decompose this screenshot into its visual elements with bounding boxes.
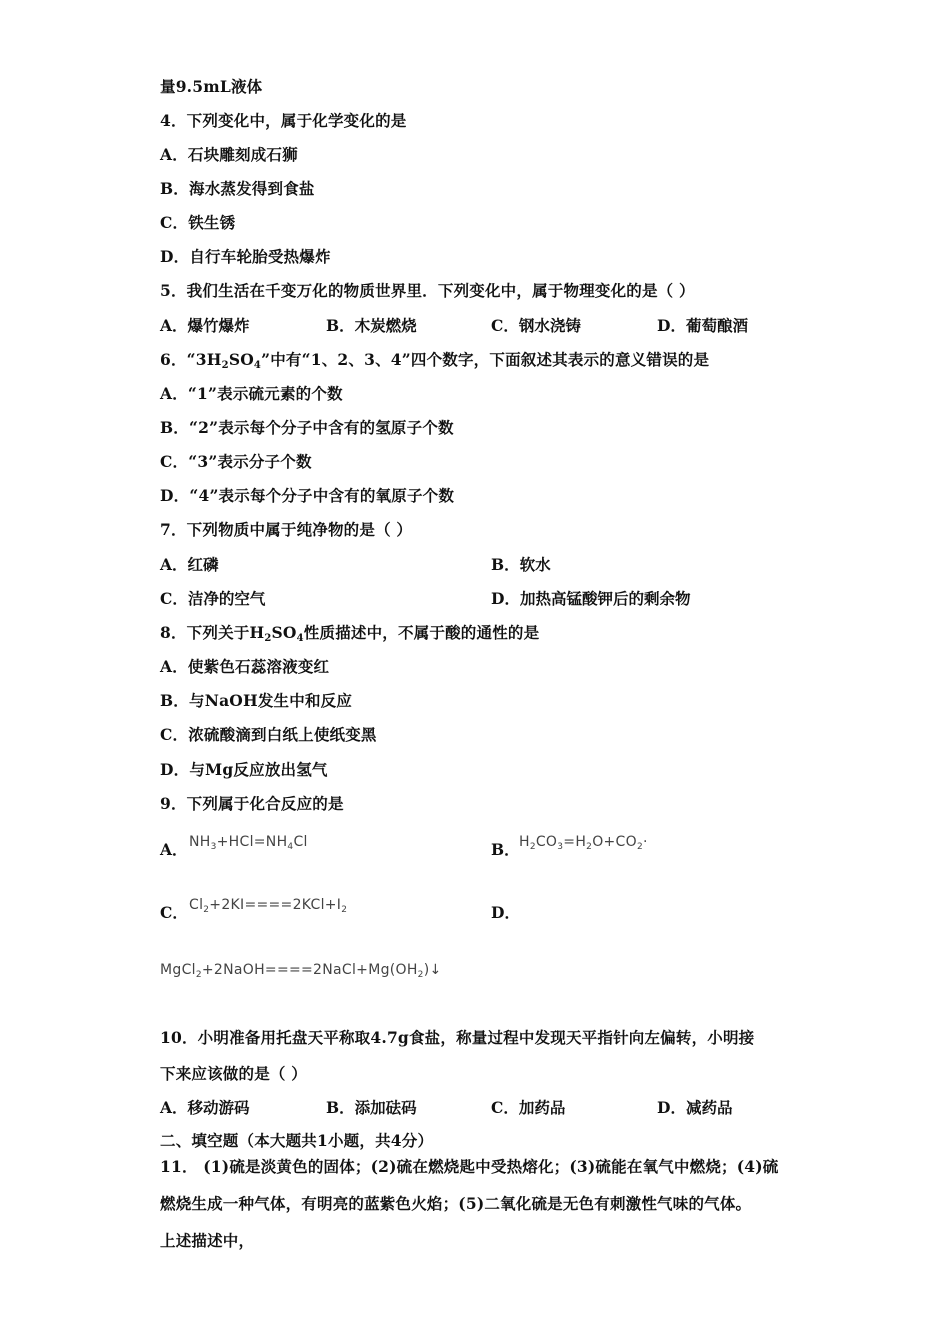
question-9: 9．下列属于化合反应的是 bbox=[160, 794, 344, 813]
option-6d: D．“4”表示每个分子中含有的氧原子个数 bbox=[160, 486, 455, 505]
formula-9c bbox=[189, 897, 347, 915]
formula-9d bbox=[160, 962, 442, 980]
formula-subscript: 2 bbox=[586, 842, 593, 852]
option-4a: A．石块雕刻成石狮 bbox=[160, 145, 298, 164]
question-4: 4．下列变化中，属于化学变化的是 bbox=[160, 111, 407, 130]
option-7d: D．加热高锰酸钾后的剩余物 bbox=[491, 589, 691, 608]
formula-part: MgCl bbox=[160, 962, 196, 978]
option-4c: C．铁生锈 bbox=[160, 213, 236, 232]
option-9c-label: C． bbox=[160, 903, 188, 922]
formula-subscript: 2 bbox=[341, 905, 348, 915]
q8-text-pre: 8．下列关于H bbox=[160, 623, 265, 642]
formula-subscript: 2 bbox=[203, 905, 210, 915]
option-4d: D．自行车轮胎受热爆炸 bbox=[160, 247, 331, 266]
option-6a: A．“1”表示硫元素的个数 bbox=[160, 384, 343, 403]
formula-part: Cl bbox=[189, 897, 204, 913]
option-5d: D．葡萄酿酒 bbox=[657, 316, 748, 335]
formula-part: )↓ bbox=[423, 962, 442, 978]
formula-subscript: 2 bbox=[636, 842, 643, 852]
option-7b: B．软水 bbox=[491, 555, 551, 574]
q8-subscript-1: 2 bbox=[264, 633, 272, 644]
formula-part: O+CO bbox=[592, 834, 637, 850]
option-9a-label: A． bbox=[160, 840, 188, 859]
question-11-line-1: 11． (1)硫是淡黄色的固体；(2)硫在燃烧匙中受热熔化；(3)硫能在氧气中燃烧；(4)硫 bbox=[160, 1157, 779, 1176]
q6-text-pre: 6．“3H bbox=[160, 350, 222, 369]
question-8 bbox=[160, 623, 539, 649]
formula-part: CO bbox=[535, 834, 558, 850]
formula-part: +HCl=NH bbox=[216, 834, 288, 850]
formula-subscript: 4 bbox=[287, 842, 294, 852]
formula-subscript: 2 bbox=[417, 970, 424, 980]
question-10-line-2: 下来应该做的是（ ） bbox=[160, 1064, 307, 1083]
question-5: 5．我们生活在千变万化的物质世界里．下列变化中，属于物理变化的是（ ） bbox=[160, 281, 695, 300]
q6-subscript-1: 2 bbox=[221, 360, 229, 371]
q6-text-post: ”中有“1、2、3、4”四个数字，下面叙述其表示的意义错误的是 bbox=[261, 350, 710, 369]
formula-part: =H bbox=[563, 834, 587, 850]
question-10-line-1: 10．小明准备用托盘天平称取4.7g食盐，称量过程中发现天平指针向左偏转，小明接 bbox=[160, 1028, 755, 1047]
option-10a: A．移动游码 bbox=[160, 1098, 250, 1117]
section-heading: 二、填空题（本大题共1小题，共4分） bbox=[160, 1131, 434, 1150]
formula-part: H bbox=[519, 834, 530, 850]
option-9b-label: B． bbox=[491, 840, 520, 859]
option-8c: C．浓硫酸滴到白纸上使纸变黑 bbox=[160, 725, 377, 744]
formula-part: +2NaOH====2NaCl+Mg(OH bbox=[201, 962, 418, 978]
option-10d: D．减药品 bbox=[657, 1098, 733, 1117]
formula-part: Cl bbox=[293, 834, 308, 850]
q8-subscript-2: 4 bbox=[296, 633, 304, 644]
q8-text-mid: SO bbox=[271, 623, 297, 642]
option-6c: C．“3”表示分子个数 bbox=[160, 452, 312, 471]
question-7: 7．下列物质中属于纯净物的是（ ） bbox=[160, 520, 413, 539]
option-8b: B．与NaOH发生中和反应 bbox=[160, 691, 353, 710]
q6-text-mid: SO bbox=[228, 350, 254, 369]
option-8a: A．使紫色石蕊溶液变红 bbox=[160, 657, 330, 676]
formula-subscript: 2 bbox=[529, 842, 536, 852]
option-4b: B．海水蒸发得到食盐 bbox=[160, 179, 315, 198]
option-10c: C．加药品 bbox=[491, 1098, 566, 1117]
formula-subscript: 3 bbox=[210, 842, 217, 852]
formula-part: NH bbox=[189, 834, 211, 850]
formula-part: +2KI====2KCl+I bbox=[209, 897, 342, 913]
question-11-line-3: 上述描述中， bbox=[160, 1231, 255, 1250]
text-line: 量9.5mL液体 bbox=[160, 77, 263, 96]
option-6b: B．“2”表示每个分子中含有的氢原子个数 bbox=[160, 418, 454, 437]
question-11-line-2: 燃烧生成一种气体，有明亮的蓝紫色火焰；(5)二氧化硫是无色有刺激性气味的气体。 bbox=[160, 1194, 752, 1213]
option-5c: C．钢水浇铸 bbox=[491, 316, 581, 335]
option-7a: A．红磷 bbox=[160, 555, 219, 574]
option-10b: B．添加砝码 bbox=[326, 1098, 417, 1117]
option-5b: B．木炭燃烧 bbox=[326, 316, 417, 335]
formula-9b bbox=[519, 834, 648, 852]
option-5a: A．爆竹爆炸 bbox=[160, 316, 250, 335]
option-7c: C．洁净的空气 bbox=[160, 589, 266, 608]
formula-part: · bbox=[642, 834, 648, 850]
question-6 bbox=[160, 350, 709, 376]
option-9d-label: D． bbox=[491, 903, 520, 922]
formula-subscript: 3 bbox=[557, 842, 564, 852]
q8-text-post: 性质描述中，不属于酸的通性的是 bbox=[303, 623, 540, 642]
option-8d: D．与Mg反应放出氢气 bbox=[160, 760, 328, 779]
formula-9a bbox=[189, 834, 308, 852]
q6-subscript-2: 4 bbox=[253, 360, 262, 371]
formula-subscript: 2 bbox=[195, 970, 202, 980]
